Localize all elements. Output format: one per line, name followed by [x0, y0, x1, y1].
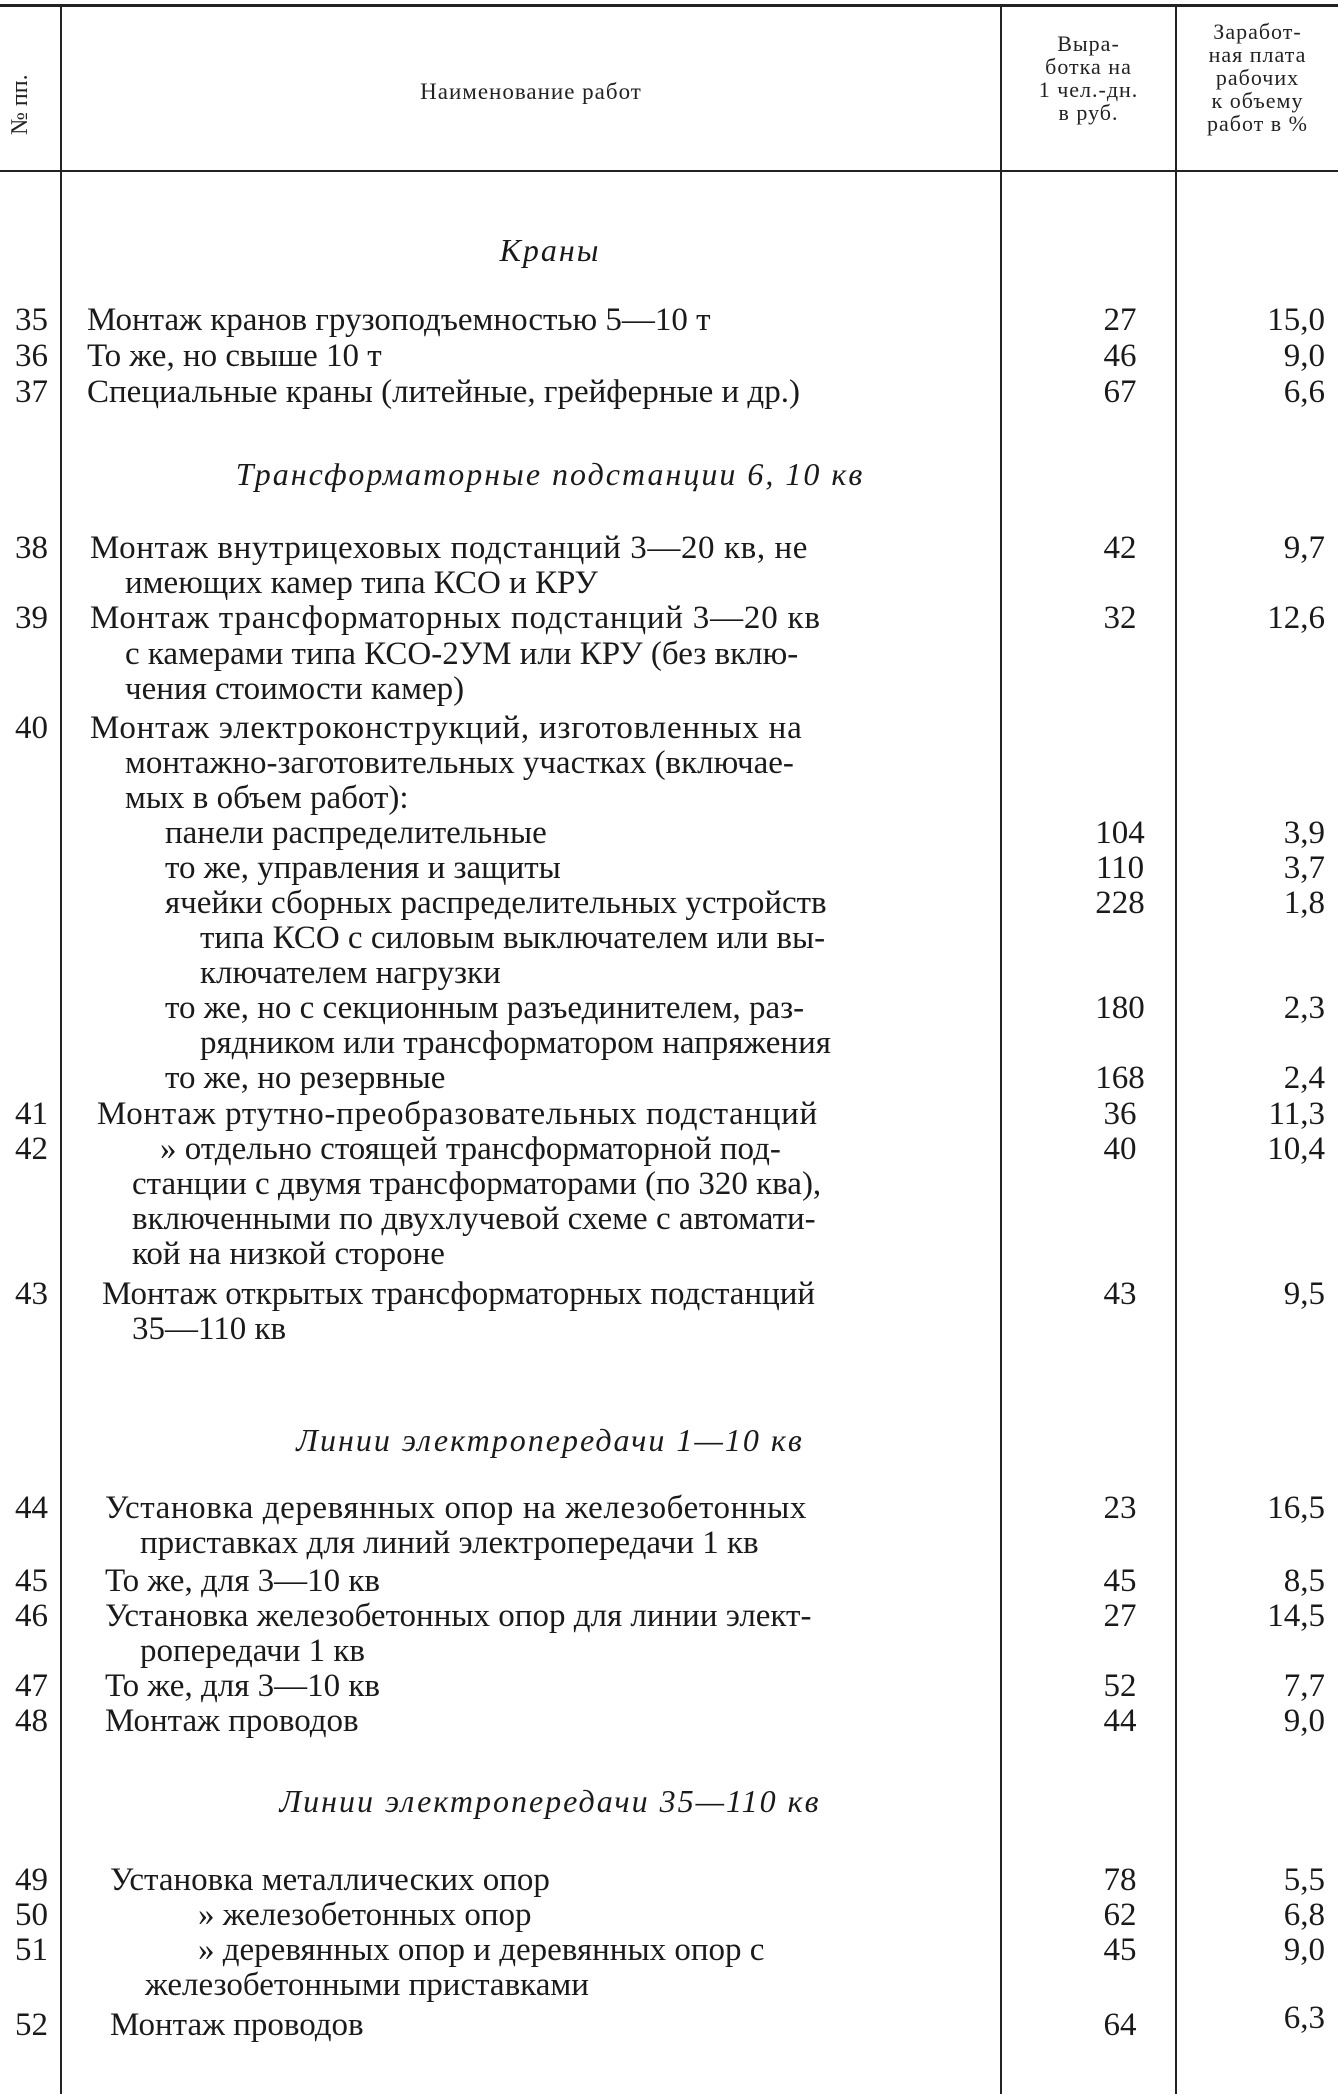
row-text: станции с двумя трансформаторами (по 320 ква),: [132, 1166, 822, 1202]
row-wage: 1,8: [1283, 885, 1325, 921]
row-output: 67: [1103, 374, 1137, 410]
row-output: 110: [1095, 850, 1145, 886]
row-output: 42: [1103, 530, 1137, 566]
row-text: Установка металлических опор: [110, 1862, 550, 1898]
row-number: 52: [15, 2007, 48, 2043]
sub-item-text: панели распределительные: [165, 815, 547, 851]
row-text: Специальные краны (литейные, грейферные и др.): [87, 374, 800, 410]
row-text: монтажно-заготовительных участках (включае-: [125, 745, 794, 781]
row-wage: 2,3: [1283, 990, 1325, 1026]
row-output: 52: [1103, 1668, 1137, 1704]
header-col-wage: Заработ- ная плата рабочих к объему работ в %: [1207, 19, 1308, 137]
row-number: 50: [15, 1897, 48, 1933]
row-output: 32: [1103, 600, 1137, 636]
row-number: 43: [15, 1276, 48, 1312]
row-text: Установка железобетонных опор для линии элект-: [105, 1598, 812, 1634]
row-output: 228: [1095, 885, 1145, 921]
row-text: То же, для 3—10 кв: [105, 1668, 380, 1704]
section-title: Линии электропередачи 1—10 кв: [296, 1422, 804, 1458]
row-text: То же, для 3—10 кв: [105, 1563, 380, 1599]
row-number: 42: [15, 1131, 48, 1167]
sub-item-text: ячейки сборных распределительных устройств: [165, 885, 827, 921]
row-text: Монтаж трансформаторных подстанций 3—20 кв: [90, 600, 821, 636]
row-number: 36: [15, 338, 48, 374]
row-wage: 9,0: [1283, 1703, 1325, 1739]
row-wage: 8,5: [1283, 1563, 1325, 1599]
row-wage: 2,4: [1283, 1060, 1325, 1096]
sub-item-text: ключателем нагрузки: [200, 955, 501, 991]
row-text: Монтаж открытых трансформаторных подстанций: [102, 1276, 816, 1312]
row-wage: 3,7: [1283, 850, 1325, 886]
sub-item-text: типа КСО с силовым выключателем или вы-: [200, 920, 826, 956]
row-output: 64: [1103, 2007, 1137, 2043]
row-output: 62: [1103, 1897, 1137, 1933]
row-text: » деревянных опор и деревянных опор с: [198, 1932, 765, 1968]
row-output: 43: [1103, 1276, 1137, 1312]
row-output: 104: [1095, 815, 1145, 851]
row-output: 78: [1103, 1862, 1137, 1898]
row-output: 45: [1103, 1932, 1137, 1968]
row-text: с камерами типа КСО-2УМ или КРУ (без вклю-: [125, 636, 799, 672]
row-wage: 9,0: [1283, 338, 1325, 374]
row-text: То же, но свыше 10 т: [87, 338, 382, 374]
row-output: 180: [1095, 990, 1145, 1026]
row-number: 44: [15, 1490, 48, 1526]
sub-item-text: то же, но резервные: [165, 1060, 446, 1096]
header-bottom-rule: [0, 170, 1338, 172]
row-output: 36: [1103, 1096, 1137, 1132]
row-text: чения стоимости камер): [125, 671, 465, 707]
row-text: Монтаж кранов грузоподъемностью 5—10 т: [87, 302, 711, 338]
row-wage: 16,5: [1267, 1490, 1325, 1526]
row-text: Монтаж внутрицеховых подстанций 3—20 кв, не: [90, 530, 809, 566]
row-number: 35: [15, 302, 48, 338]
row-wage: 9,5: [1283, 1276, 1325, 1312]
row-text: мых в объем работ):: [125, 780, 409, 816]
row-wage: 9,0: [1283, 1932, 1325, 1968]
row-text: приставках для линий электропередачи 1 кв: [140, 1525, 759, 1561]
row-number: 46: [15, 1598, 48, 1634]
sub-item-text: рядником или трансформатором напряжения: [200, 1025, 831, 1061]
top-rule: [0, 4, 1338, 7]
row-text: Монтаж ртутно-преобразовательных подстанций: [97, 1096, 818, 1132]
row-output: 45: [1103, 1563, 1137, 1599]
row-text: 35—110 кв: [132, 1311, 287, 1347]
row-text: Монтаж проводов: [105, 1703, 359, 1739]
row-number: 40: [15, 710, 48, 746]
row-wage: 6,3: [1283, 2000, 1325, 2036]
row-wage: 6,6: [1283, 374, 1325, 410]
row-number: 49: [15, 1862, 48, 1898]
section-title: Линии электропередачи 35—110 кв: [279, 1783, 821, 1819]
row-wage: 6,8: [1283, 1897, 1325, 1933]
row-wage: 14,5: [1267, 1598, 1325, 1634]
row-text: ропередачи 1 кв: [140, 1633, 366, 1669]
row-text: железобетонными приставками: [145, 1967, 589, 2003]
row-output: 40: [1103, 1131, 1137, 1167]
row-output: 46: [1103, 338, 1137, 374]
row-wage: 9,7: [1283, 530, 1325, 566]
row-output: 27: [1103, 302, 1137, 338]
row-text: включенными по двухлучевой схеме с автомати-: [132, 1201, 816, 1237]
row-wage: 5,5: [1283, 1862, 1325, 1898]
row-output: 27: [1103, 1598, 1137, 1634]
row-text: Монтаж электроконструкций, изготовленных на: [90, 710, 803, 746]
row-output: 168: [1095, 1060, 1145, 1096]
row-number: 39: [15, 600, 48, 636]
row-number: 51: [15, 1932, 48, 1968]
row-text: кой на низкой стороне: [132, 1236, 445, 1272]
row-text: Монтаж проводов: [110, 2007, 364, 2043]
sub-item-text: то же, но с секционным разъединителем, раз-: [165, 990, 805, 1026]
row-text: имеющих камер типа КСО и КРУ: [125, 565, 598, 601]
row-text: Установка деревянных опор на железобетонных: [105, 1490, 807, 1526]
row-wage: 12,6: [1267, 600, 1325, 636]
sub-item-text: то же, управления и защиты: [165, 850, 561, 886]
row-wage: 3,9: [1283, 815, 1325, 851]
row-text: » железобетонных опор: [198, 1897, 532, 1933]
header-col-name: Наименование работ: [420, 79, 642, 104]
row-wage: 11,3: [1268, 1096, 1325, 1132]
row-output: 44: [1103, 1703, 1137, 1739]
row-text: » отдельно стоящей трансформаторной под-: [160, 1131, 781, 1167]
row-wage: 7,7: [1283, 1668, 1325, 1704]
row-wage: 15,0: [1267, 302, 1325, 338]
column-rule-1: [60, 5, 62, 2094]
section-title: Краны: [499, 232, 601, 268]
row-number: 41: [15, 1096, 48, 1132]
row-number: 37: [15, 374, 48, 410]
row-wage: 10,4: [1267, 1131, 1325, 1167]
section-title: Трансформаторные подстанции 6, 10 кв: [235, 456, 865, 492]
row-number: 45: [15, 1563, 48, 1599]
header-col-no: № пп.: [7, 74, 33, 135]
row-number: 48: [15, 1703, 48, 1739]
row-number: 38: [15, 530, 48, 566]
row-number: 47: [15, 1668, 48, 1704]
header-col-output: Выра- ботка на 1 чел.-дн. в руб.: [1038, 31, 1139, 126]
row-output: 23: [1103, 1490, 1137, 1526]
column-rule-2: [1000, 5, 1002, 2094]
